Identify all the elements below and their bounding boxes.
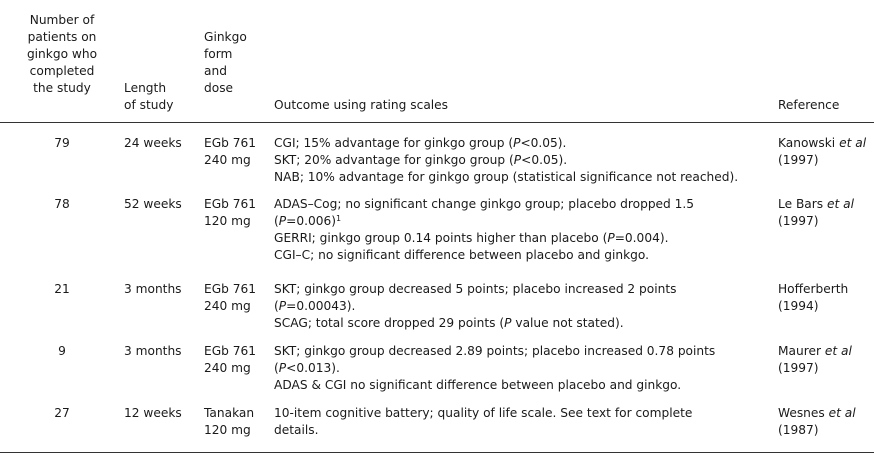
row3-patients: 21 [54, 282, 70, 296]
row4-reference-etal: et al [820, 344, 852, 358]
row4-form-line: EGb 761 [204, 344, 257, 358]
header-form-line: Ginkgo [204, 30, 247, 44]
row1-outcome-line: CGI; 15% advantage for ginkgo group (P<0.05). [274, 136, 567, 150]
row5-form-line: Tanakan [204, 406, 255, 420]
row3-outcome-line: SCAG; total score dropped 29 points (P value not stated). [274, 316, 624, 330]
header-patients [14, 12, 110, 97]
row2-reference [778, 196, 854, 230]
row2-outcome-line: (P=0.006) [274, 214, 336, 228]
header-patients-line: the study [33, 81, 91, 95]
row4-reference-name: Maurer [778, 344, 821, 358]
row1-reference [778, 135, 866, 169]
row5-reference [778, 405, 856, 439]
row4-outcome-line: (P<0.013). [274, 361, 340, 375]
header-length-line: Length [124, 81, 167, 95]
row1-form-line: 240 mg [204, 153, 251, 167]
row3-form-line: 240 mg [204, 299, 251, 313]
footnote-marker: 1 [335, 214, 342, 223]
header-outcome: Outcome using rating scales [274, 98, 449, 112]
header-patients-line: completed [29, 64, 95, 78]
row5-reference-year: (1987) [778, 423, 819, 437]
row4-reference-year: (1997) [778, 361, 819, 375]
row5-reference-etal: et al [824, 406, 856, 420]
row2-reference-year: (1997) [778, 214, 819, 228]
row4-outcome-line: SKT; ginkgo group decreased 2.89 points; placebo increased 0.78 points [274, 344, 716, 358]
row2-outcome-line: CGI–C; no significant difference between placebo and ginkgo. [274, 248, 650, 262]
row1-outcomes [274, 135, 738, 186]
header-rule [0, 122, 874, 123]
row1-reference-year: (1997) [778, 153, 819, 167]
row5-form [204, 405, 254, 439]
row1-length: 24 weeks [124, 136, 182, 150]
header-patients-line: patients on [27, 30, 97, 44]
row2-form-line: EGb 761 [204, 197, 257, 211]
header-length [124, 80, 173, 114]
row3-form-line: EGb 761 [204, 282, 257, 296]
row5-form-line: 120 mg [204, 423, 251, 437]
header-form-line: form [204, 47, 233, 61]
header-form [204, 29, 247, 97]
row4-outcomes [274, 343, 715, 394]
row2-reference-etal: et al [823, 197, 855, 211]
row1-form [204, 135, 256, 169]
row5-patients: 27 [54, 406, 70, 420]
row1-reference-etal: et al [835, 136, 867, 150]
row3-form [204, 281, 256, 315]
row2-reference-name: Le Bars [778, 197, 824, 211]
row5-outcome-line: 10-item cognitive battery; quality of life scale. See text for complete [274, 406, 693, 420]
row2-outcomes [274, 196, 694, 264]
bottom-rule [0, 452, 874, 453]
row3-outcome-line: SKT; ginkgo group decreased 5 points; placebo increased 2 points [274, 282, 677, 296]
row2-outcome-line: ADAS–Cog; no significant change ginkgo group; placebo dropped 1.5 [274, 197, 695, 211]
row3-reference-year: (1994) [778, 299, 819, 313]
row3-outcome-line: (P=0.00043). [274, 299, 356, 313]
row4-reference [778, 343, 852, 377]
row4-length: 3 months [124, 344, 182, 358]
row1-reference-name: Kanowski [778, 136, 836, 150]
row3-reference [778, 281, 848, 315]
row5-outcomes [274, 405, 692, 439]
row3-outcomes [274, 281, 676, 332]
header-patients-line: ginkgo who [26, 47, 98, 61]
row5-outcome-line: details. [274, 423, 319, 437]
header-patients-line: Number of [29, 13, 95, 27]
row2-outcome-line: GERRI; ginkgo group 0.14 points higher than placebo (P=0.004). [274, 231, 669, 245]
header-reference: Reference [778, 98, 840, 112]
row4-form-line: 240 mg [204, 361, 251, 375]
row3-reference-name: Hofferberth [778, 282, 849, 296]
row1-outcome-line: NAB; 10% advantage for ginkgo group (statistical significance not reached). [274, 170, 739, 184]
row4-form [204, 343, 256, 377]
row1-form-line: EGb 761 [204, 136, 257, 150]
row4-patients: 9 [58, 344, 66, 358]
row2-form [204, 196, 256, 230]
row2-form-line: 120 mg [204, 214, 251, 228]
row2-length: 52 weeks [124, 197, 182, 211]
row2-patients: 78 [54, 197, 70, 211]
header-length-line: of study [124, 98, 174, 112]
row5-reference-name: Wesnes [778, 406, 825, 420]
row4-outcome-line: ADAS & CGI no significant difference between placebo and ginkgo. [274, 378, 682, 392]
header-form-line: and [204, 64, 227, 78]
header-form-line: dose [204, 81, 234, 95]
row5-length: 12 weeks [124, 406, 182, 420]
row3-length: 3 months [124, 282, 182, 296]
row1-patients: 79 [54, 136, 70, 150]
row1-outcome-line: SKT; 20% advantage for ginkgo group (P<0.05). [274, 153, 568, 167]
